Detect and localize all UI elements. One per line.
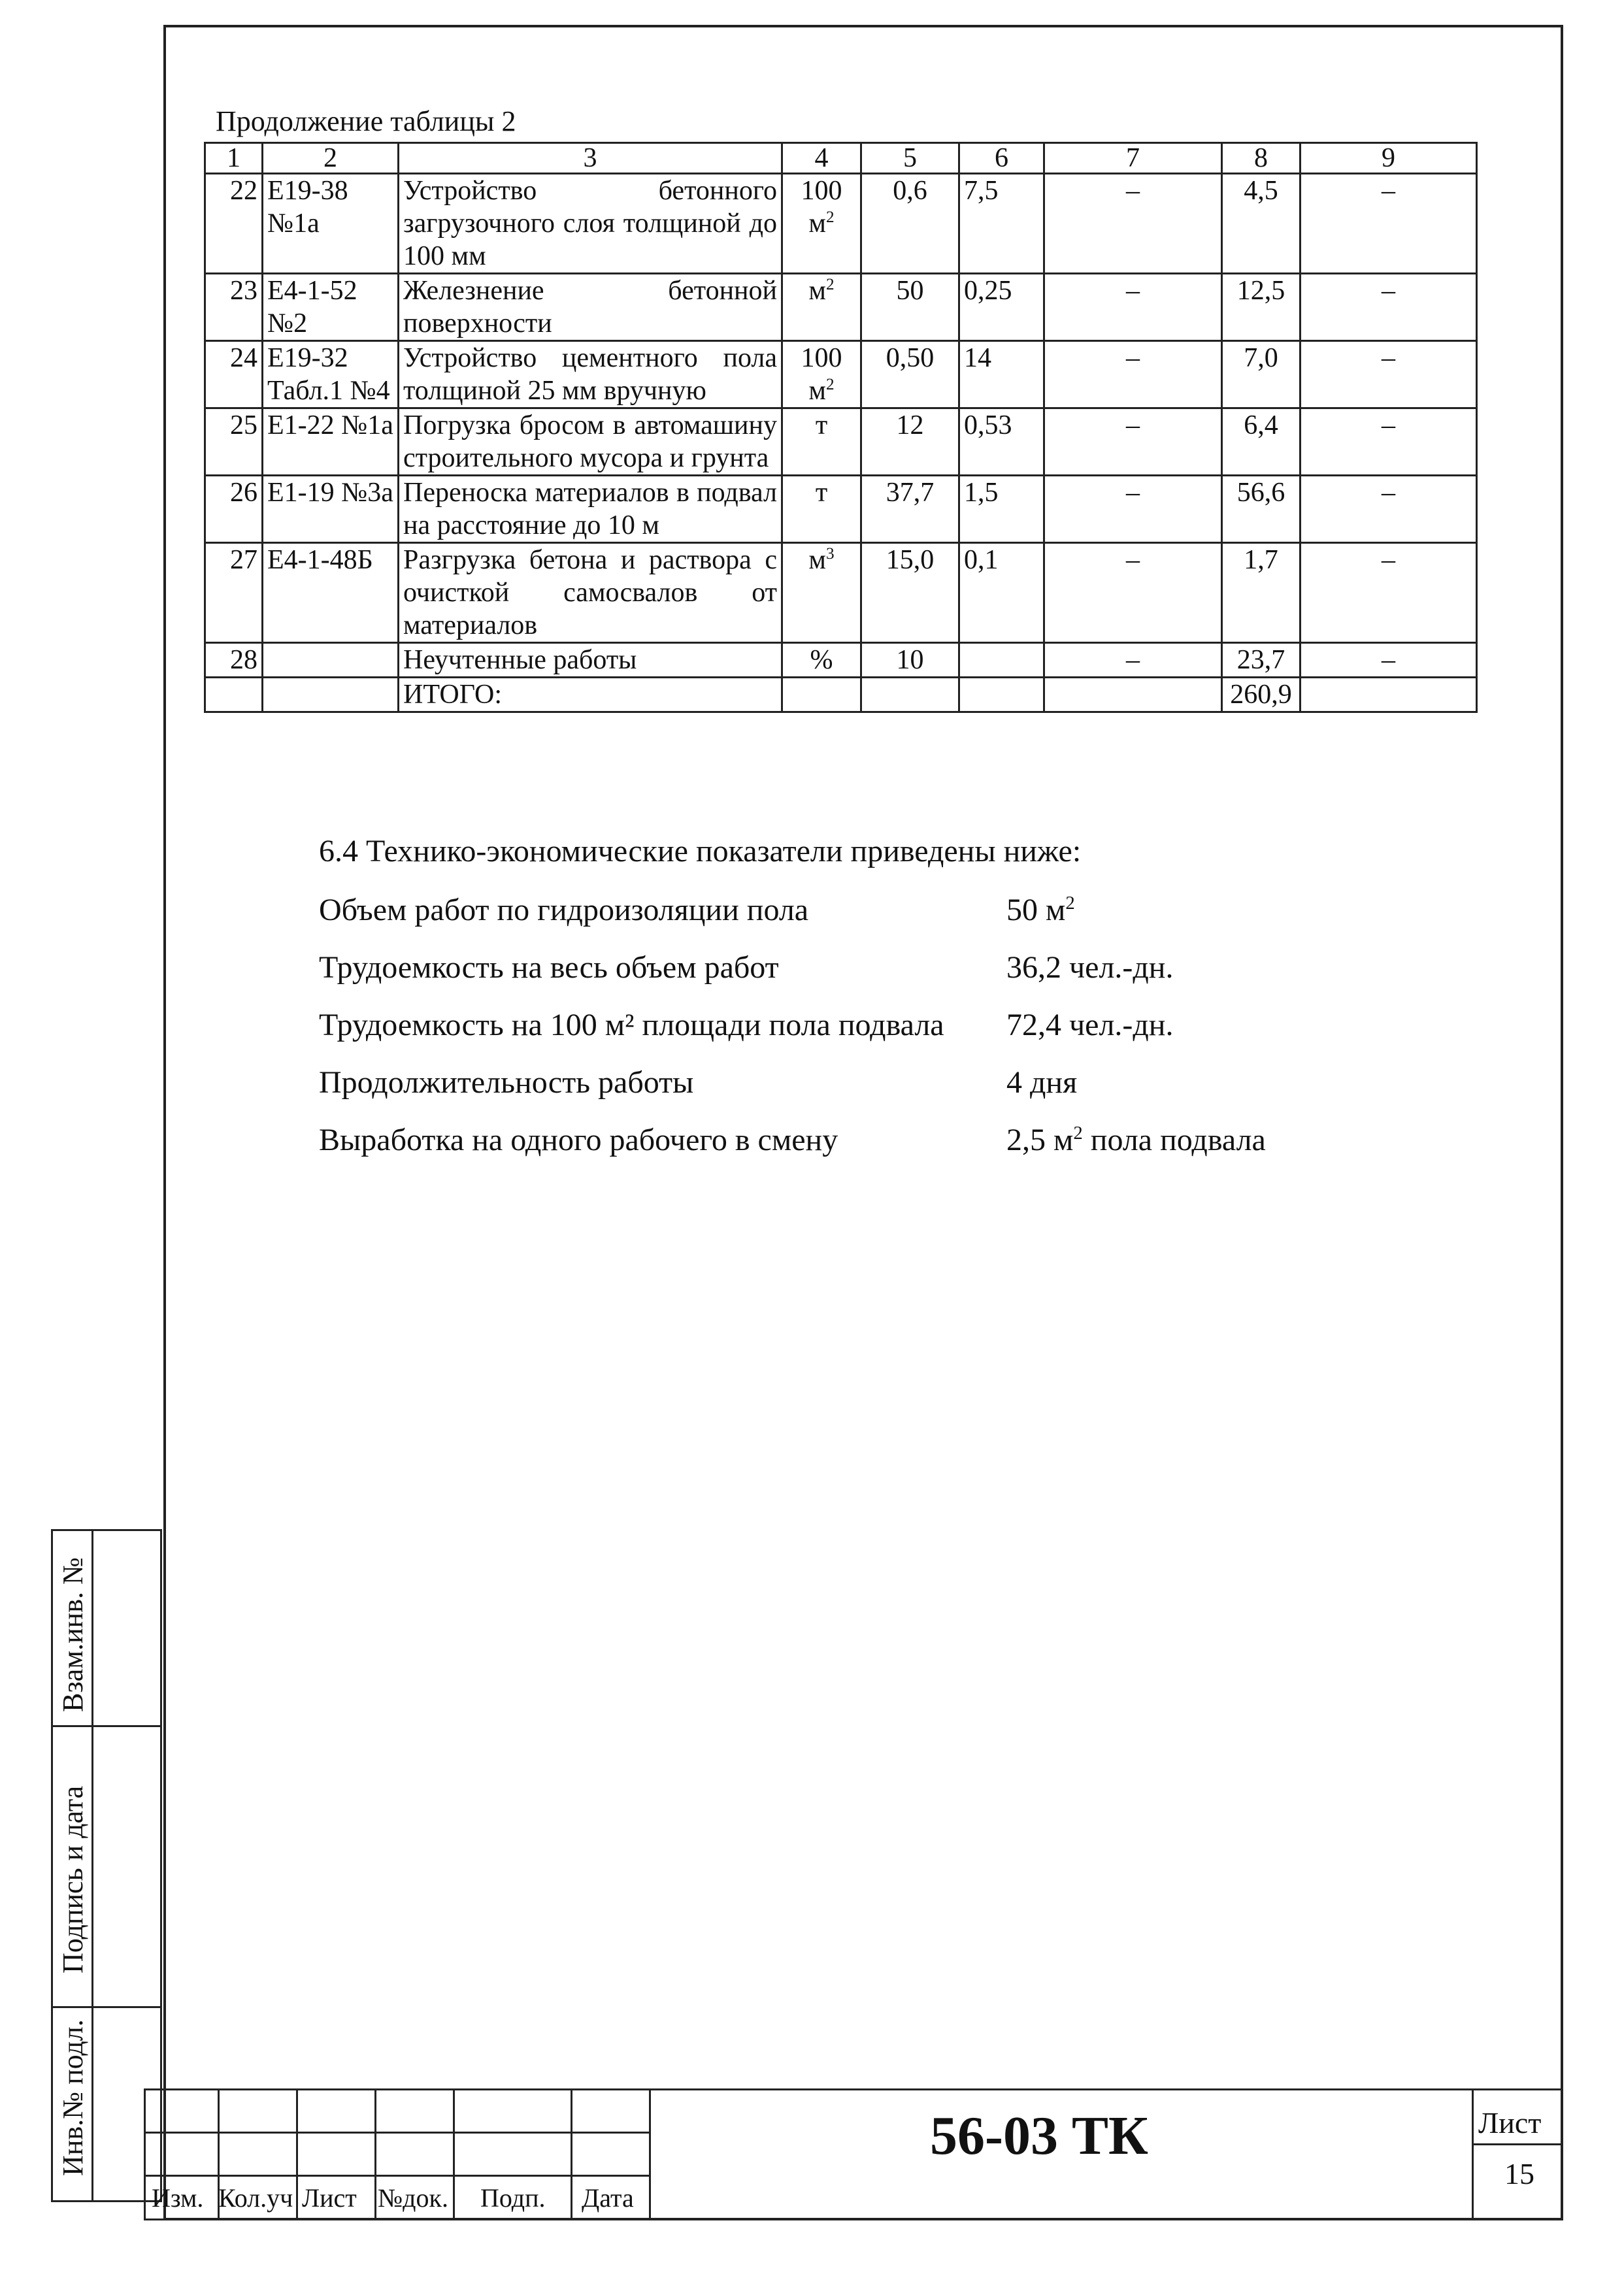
ndok-label: №док. (378, 2183, 448, 2213)
list-label: Лист (302, 2183, 357, 2213)
indicator-value-text: 4 дня (1006, 1065, 1078, 1100)
cell-col-2: Е19-38 №1а (263, 174, 399, 274)
cell-col-9: – (1301, 341, 1477, 408)
total-empty-cell (959, 678, 1044, 712)
indicator-label: Трудоемкость на весь объем работ (319, 950, 779, 985)
indicator-value-exponent: 2 (1065, 893, 1075, 914)
indicator-value (1006, 949, 1174, 985)
unit-exponent: 2 (825, 376, 835, 393)
cell-col-6: 1,5 (959, 476, 1044, 543)
cell-col-3: Железнение бетонной поверхности (399, 274, 782, 341)
indicator-label: Объем работ по гидроизоляции пола (319, 893, 809, 927)
cell-col-3: Разгрузка бетона и раствора с очисткой самосвалов от материалов (399, 543, 782, 643)
cell-col-9: – (1301, 174, 1477, 274)
kol-uch-label: Кол.уч (218, 2183, 293, 2213)
side-stamp-divider (51, 2006, 162, 2008)
indicator-value (1006, 1007, 1174, 1043)
title-block-line (1472, 2143, 1563, 2145)
podpis-data-label: Подпись и дата (57, 1785, 89, 1973)
col-number: 1 (205, 143, 263, 174)
indicator-value-tail: пола подвала (1082, 1123, 1266, 1157)
cell-col-9: – (1301, 643, 1477, 678)
total-label: ИТОГО: (399, 678, 782, 712)
cell-col-3: Неучтенные работы (399, 643, 782, 678)
table-header-row (205, 143, 1477, 174)
cell-col-8: 6,4 (1222, 408, 1301, 476)
table-row (205, 543, 1477, 643)
cell-col-1: 24 (205, 341, 263, 408)
table-body (205, 174, 1477, 678)
podp-label: Подп. (480, 2183, 546, 2213)
total-empty-cell (1044, 678, 1222, 712)
cell-col-7: – (1044, 543, 1222, 643)
cell-col-7: – (1044, 174, 1222, 274)
cell-col-4 (782, 274, 861, 341)
title-block-line (144, 2132, 651, 2134)
cell-col-1: 22 (205, 174, 263, 274)
cell-col-9: – (1301, 543, 1477, 643)
cell-col-1: 28 (205, 643, 263, 678)
total-empty-cell (205, 678, 263, 712)
title-block-line (296, 2088, 298, 2220)
table-row (205, 274, 1477, 341)
cell-col-7: – (1044, 408, 1222, 476)
col-number: 8 (1222, 143, 1301, 174)
cell-col-4 (782, 341, 861, 408)
cell-col-7: – (1044, 643, 1222, 678)
unit-exponent: 2 (825, 208, 835, 226)
total-empty-cell (782, 678, 861, 712)
total-empty-cell (861, 678, 959, 712)
cell-col-2: Е1-22 №1а (263, 408, 399, 476)
unit-text: т (815, 478, 828, 508)
cell-col-4 (782, 643, 861, 678)
title-block-line (144, 2175, 651, 2177)
cell-col-4 (782, 543, 861, 643)
cell-col-5: 10 (861, 643, 959, 678)
cell-col-9: – (1301, 476, 1477, 543)
cell-col-1: 26 (205, 476, 263, 543)
cell-col-1: 27 (205, 543, 263, 643)
title-block-line (649, 2088, 651, 2220)
table-row (205, 476, 1477, 543)
cell-col-8: 12,5 (1222, 274, 1301, 341)
cell-col-6 (959, 643, 1044, 678)
inv-podl-label: Инв.№ подл. (57, 2019, 89, 2176)
cell-col-2 (263, 643, 399, 678)
indicator-value (1006, 1064, 1077, 1100)
cell-col-9: – (1301, 274, 1477, 341)
cell-col-6: 7,5 (959, 174, 1044, 274)
col-number: 2 (263, 143, 399, 174)
cell-col-8: 23,7 (1222, 643, 1301, 678)
unit-text: т (815, 410, 828, 440)
title-block-line (1472, 2088, 1474, 2220)
izm-label: Изм. (152, 2183, 204, 2213)
cell-col-6: 0,25 (959, 274, 1044, 341)
indicator-label: Трудоемкость на 100 м² площади пола подвала (319, 1008, 944, 1042)
title-block-line (571, 2088, 572, 2220)
unit-text: 100 м (801, 343, 842, 406)
indicator-value-text: 36,2 чел.-дн. (1006, 950, 1174, 985)
sheet-number: 15 (1504, 2157, 1534, 2190)
total-row (205, 678, 1477, 712)
col-number: 9 (1301, 143, 1477, 174)
data-label: Дата (582, 2183, 634, 2213)
indicator-value (1006, 1122, 1266, 1158)
table-row (205, 341, 1477, 408)
indicator-value-text: 2,5 м (1006, 1123, 1074, 1157)
unit-text: % (810, 645, 833, 675)
cell-col-2: Е4-1-48Б (263, 543, 399, 643)
table-row (205, 408, 1477, 476)
cell-col-7: – (1044, 341, 1222, 408)
cell-col-8: 4,5 (1222, 174, 1301, 274)
cell-col-3: Погрузка бросом в автомашину строительного мусора и грунта (399, 408, 782, 476)
cell-col-8: 7,0 (1222, 341, 1301, 408)
cell-col-4 (782, 408, 861, 476)
cell-col-3: Устройство бетонного загрузочного слоя толщиной до 100 мм (399, 174, 782, 274)
cell-col-8: 1,7 (1222, 543, 1301, 643)
cell-col-5: 15,0 (861, 543, 959, 643)
cell-col-2: Е4-1-52 №2 (263, 274, 399, 341)
cell-col-7: – (1044, 274, 1222, 341)
cell-col-2: Е19-32 Табл.1 №4 (263, 341, 399, 408)
cell-col-5: 50 (861, 274, 959, 341)
works-table (204, 142, 1478, 713)
cell-col-6: 0,53 (959, 408, 1044, 476)
sheet-label: Лист (1478, 2106, 1542, 2139)
cell-col-9: – (1301, 408, 1477, 476)
col-number: 5 (861, 143, 959, 174)
title-block-line (374, 2088, 376, 2220)
cell-col-3: Устройство цементного пола толщиной 25 мм вручную (399, 341, 782, 408)
table-row (205, 174, 1477, 274)
unit-text: м (808, 276, 826, 306)
cell-col-1: 23 (205, 274, 263, 341)
indicators-heading: 6.4 Технико-экономические показатели приведены ниже: (319, 834, 1082, 868)
cell-col-5: 12 (861, 408, 959, 476)
cell-col-4 (782, 476, 861, 543)
table-row (205, 643, 1477, 678)
indicator-label: Продолжительность работы (319, 1065, 694, 1100)
indicator-value (1006, 892, 1075, 928)
col-number: 3 (399, 143, 782, 174)
total-empty-cell (1301, 678, 1477, 712)
total-empty-cell (263, 678, 399, 712)
cell-col-6: 14 (959, 341, 1044, 408)
vzam-inv-label: Взам.инв. № (57, 1557, 89, 1712)
indicator-value-text: 72,4 чел.-дн. (1006, 1008, 1174, 1042)
cell-col-6: 0,1 (959, 543, 1044, 643)
table-caption: Продолжение таблицы 2 (216, 105, 516, 137)
cell-col-3: Переноска материалов в подвал на расстояние до 10 м (399, 476, 782, 543)
cell-col-8: 56,6 (1222, 476, 1301, 543)
side-stamp-divider (51, 1725, 162, 1727)
col-number: 6 (959, 143, 1044, 174)
cell-col-1: 25 (205, 408, 263, 476)
unit-text: м (808, 545, 826, 575)
unit-exponent: 3 (825, 545, 835, 563)
cell-col-2: Е1-19 №3а (263, 476, 399, 543)
cell-col-5: 37,7 (861, 476, 959, 543)
side-stamp-divider (91, 1529, 93, 2202)
title-block-line (453, 2088, 455, 2220)
col-number: 7 (1044, 143, 1222, 174)
cell-col-7: – (1044, 476, 1222, 543)
cell-col-5: 0,50 (861, 341, 959, 408)
unit-text: 100 м (801, 176, 842, 239)
document-code: 56-03 ТК (930, 2105, 1148, 2166)
cell-col-5: 0,6 (861, 174, 959, 274)
indicator-value-exponent: 2 (1073, 1123, 1083, 1144)
total-value: 260,9 (1222, 678, 1301, 712)
indicator-label: Выработка на одного рабочего в смену (319, 1123, 838, 1157)
indicator-value-text: 50 м (1006, 893, 1066, 927)
col-number: 4 (782, 143, 861, 174)
cell-col-4 (782, 174, 861, 274)
unit-exponent: 2 (825, 276, 835, 293)
